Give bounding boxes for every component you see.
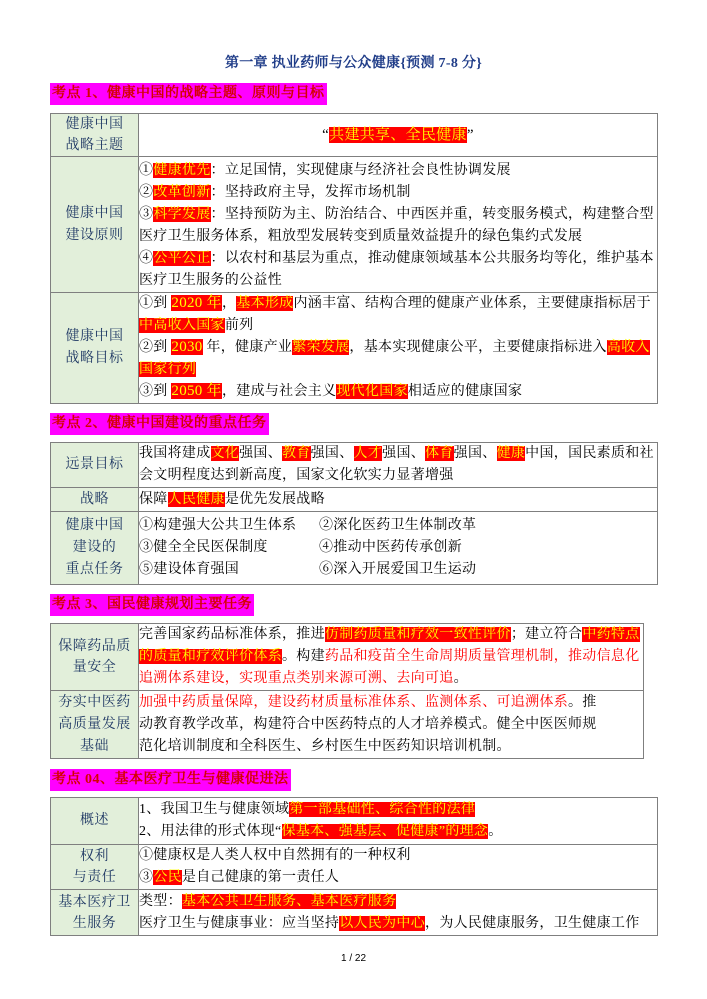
principle-item (139, 160, 657, 182)
text-run: 完善国家药品标准体系，推进 (139, 627, 325, 642)
text-run: ， (221, 296, 237, 311)
highlight-run: 人民健康 (167, 491, 225, 507)
item-number: ④ (139, 251, 154, 266)
quote-close: ” (466, 127, 474, 143)
text-run: ②到 (139, 340, 172, 355)
text-run: 类型： (139, 893, 182, 909)
row-label-line: 基础 (80, 738, 109, 754)
row-label-line: 基本医疗卫 (58, 894, 131, 910)
row-label (51, 890, 139, 936)
row-label (51, 845, 139, 890)
text-run: ：坚持政府主导，发挥市场机制 (210, 185, 411, 200)
strategy-cell (139, 488, 658, 512)
task-item: ①构建强大公共卫生体系 (139, 518, 297, 533)
row-label (51, 691, 139, 759)
highlight-run: 教育 (282, 446, 311, 461)
highlight-run: 文化 (210, 446, 240, 461)
table-row-rights (51, 845, 658, 890)
basic-services-cell (139, 890, 658, 936)
text-run: 中国，国民素质和社会文明程度达到新高度，国家文化软实力显著增强 (139, 446, 654, 483)
table-row-tcm (51, 691, 644, 759)
highlight-run: 基本公共卫生服务、基本医疗服务 (181, 893, 397, 909)
table-key-tasks (50, 442, 658, 585)
row-label-line: 健康中国 (65, 329, 124, 344)
overview-line (139, 799, 657, 821)
chapter-title: 第一章 执业药师与公众健康{预测 7-8 分} (224, 56, 483, 71)
task-item: ②深化医药卫生体制改革 (319, 518, 477, 533)
table-row-theme (51, 114, 658, 157)
text-run: ；建立符合 (510, 627, 583, 642)
goals-cell (139, 293, 658, 404)
text-run: 。推动教育教学改革，构建符合中医药特点的人才培养模式。健全中医医师规范化培训制度和全科医生、乡村医生中医药知识培训机制。 (139, 695, 597, 754)
highlight-year: 2030 (171, 339, 203, 355)
text-run: 强国、 (310, 446, 354, 461)
table-national-health-plan (50, 623, 644, 759)
table-row-principles (51, 157, 658, 293)
rights-line (139, 845, 657, 867)
tcm-cell (139, 691, 644, 759)
goal-item-2030 (139, 337, 657, 381)
table-row-drug-safety (51, 624, 644, 691)
row-label-line: 健康中国 (65, 205, 124, 221)
overview-line (139, 821, 657, 843)
text-run: 。 (453, 671, 468, 686)
principle-item (139, 248, 657, 292)
item-number: ③ (139, 207, 154, 222)
highlight-run: 繁荣发展 (292, 340, 350, 355)
tasks-cell (139, 512, 658, 585)
table-health-promotion-law (50, 797, 658, 936)
highlight-run: 公平公正 (153, 251, 211, 266)
row-label-line: 建设原则 (65, 227, 124, 243)
text-run: 。构建 (282, 649, 325, 664)
table-row-strategy (51, 488, 658, 512)
row-label (51, 157, 139, 293)
text-run: 是自己健康的第一责任人 (181, 870, 340, 885)
text-run: 年，健康产业 (202, 340, 293, 355)
row-label-line: 健康中国 (65, 117, 124, 132)
row-label-line: 量安全 (72, 660, 117, 675)
row-label-line: 建设的 (72, 540, 117, 555)
text-run: 。 (488, 824, 503, 839)
text-run: 相适应的健康国家 (407, 384, 523, 399)
row-label-line: 健康中国 (65, 518, 124, 533)
text-run: ①到 (139, 296, 172, 311)
basic-line (139, 891, 657, 913)
row-label-line: 战略目标 (65, 351, 124, 366)
row-label: 概述 (51, 798, 139, 845)
text-run: 强国、 (239, 446, 283, 461)
quote-open: “ (322, 127, 330, 143)
row-label-line: 高质量发展 (58, 716, 131, 732)
rights-cell (139, 845, 658, 890)
row-label-line: 与责任 (72, 870, 117, 885)
text-run: ，建成与社会主义 (221, 384, 337, 399)
table-row-overview (51, 798, 658, 845)
row-label-line: 权利 (80, 849, 109, 864)
row-label (51, 512, 139, 585)
highlight-run: 人才 (353, 446, 383, 461)
row-label-line: 保障药品质 (58, 639, 131, 654)
highlight-run: 高收入国家行列 (139, 340, 650, 377)
table-row-basic-services (51, 890, 658, 936)
highlight-run: 保基本、强基层、促健康”的理念 (281, 824, 489, 839)
row-label-line: 夯实中医药 (58, 694, 131, 710)
vision-cell (139, 443, 658, 488)
item-number: ① (139, 163, 154, 178)
drug-safety-cell (139, 624, 644, 691)
row-label: 战略 (51, 488, 139, 512)
text-run: ③到 (139, 384, 172, 399)
theme-cell (139, 114, 658, 157)
text-run: 内涵丰富、结构合理的健康产业体系，主要健康指标居于 (293, 296, 651, 311)
highlight-year: 2050 年 (171, 383, 222, 399)
goal-item-2020 (139, 293, 657, 337)
task-item: ⑤建设体育强国 (139, 562, 240, 577)
task-list (139, 515, 657, 581)
text-run: 我国将建成 (139, 446, 211, 461)
text-run: ①健康权是人类人权中自然拥有的一种权利 (139, 848, 411, 863)
highlight-run: 体育 (425, 446, 454, 461)
row-label-line: 生服务 (72, 915, 117, 931)
section-heading-3: 考点 3、国民健康规划主要任务 (50, 594, 254, 616)
text-run: 1、我国卫生与健康领域 (139, 802, 290, 817)
text-run: 强国、 (453, 446, 497, 461)
section-heading-1: 考点 1、健康中国的战略主题、原则与目标 (50, 83, 327, 105)
row-label (51, 293, 139, 404)
table-row-tasks (51, 512, 658, 585)
principle-item (139, 182, 657, 204)
theme-slogan-highlight: 共建共享、全民健康 (329, 127, 467, 143)
highlight-year: 2020 年 (171, 295, 222, 311)
principle-item (139, 204, 657, 248)
table-strategy-theme-principles-goals (50, 113, 658, 404)
principles-cell (139, 157, 658, 293)
highlight-run: 基本形成 (236, 296, 294, 311)
text-run: ③ (139, 870, 154, 885)
row-label: 远景目标 (51, 443, 139, 488)
section-heading-4: 考点 04、基本医疗卫生与健康促进法 (50, 769, 291, 791)
text-run: 医疗卫生与健康事业：应当坚持 (139, 915, 340, 931)
section-heading-2: 考点 2、健康中国建设的重点任务 (50, 413, 269, 435)
highlight-run: 仿制药质量和疗效一致性评价 (324, 627, 511, 642)
text-run: ，基本实现健康公平，主要健康指标进入 (349, 340, 607, 355)
highlight-run: 健康 (496, 446, 526, 461)
text-run: 2、用法律的形式体现“ (139, 824, 282, 839)
task-item: ④推动中医药传承创新 (319, 540, 462, 555)
row-label (51, 624, 139, 691)
text-run: 保障 (139, 491, 168, 507)
highlight-run: 改革创新 (153, 185, 211, 200)
red-text-run: 药品和疫苗全生命周期质量管理机制，推动信息化追溯体系建设，实现重点类别来源可溯、去向可追 (139, 649, 640, 686)
text-run: ，为人民健康服务，卫生健康工作 (425, 915, 640, 931)
item-number: ② (139, 185, 154, 200)
text-run: ：坚持预防为主、防治结合、中西医并重，转变服务模式，构建整合型医疗卫生服务体系，粗放型发展转变到质量效益提升的绿色集约式发展 (139, 207, 654, 244)
text-run: 前列 (224, 318, 254, 333)
highlight-run: 中高收入国家 (139, 318, 225, 333)
highlight-run: 以人民为中心 (339, 915, 426, 931)
highlight-run: 科学发展 (153, 207, 211, 222)
rights-line (139, 867, 657, 889)
highlight-run: 中药特点的质量和疗效评价体系 (139, 627, 640, 664)
overview-cell (139, 798, 658, 845)
text-run: 强国、 (382, 446, 426, 461)
highlight-run: 健康优先 (153, 163, 211, 178)
table-row-vision (51, 443, 658, 488)
basic-line (139, 913, 657, 935)
row-label (51, 114, 139, 157)
text-run: 是优先发展战略 (224, 491, 325, 507)
red-text-run: 加强中药质量保障，建设药材质量标准体系、监测体系、可追溯体系 (139, 695, 568, 710)
table-row-goals (51, 293, 658, 404)
task-item: ⑥深入开展爱国卫生运动 (319, 562, 477, 577)
task-item: ③健全全民医保制度 (139, 540, 268, 555)
row-label-line: 重点任务 (65, 562, 124, 577)
text-run: ：立足国情，实现健康与经济社会良性协调发展 (210, 163, 511, 178)
text-run: ：以农村和基层为重点，推动健康领域基本公共服务均等化，维护基本医疗卫生服务的公益性 (139, 251, 654, 288)
page-number: 1 / 22 (340, 953, 367, 964)
highlight-run: 第一部基础性、综合性的法律 (289, 802, 476, 817)
row-label-line: 战略主题 (65, 138, 124, 153)
highlight-run: 公民 (153, 870, 182, 885)
highlight-run: 现代化国家 (336, 384, 408, 399)
goal-item-2050 (139, 381, 657, 403)
